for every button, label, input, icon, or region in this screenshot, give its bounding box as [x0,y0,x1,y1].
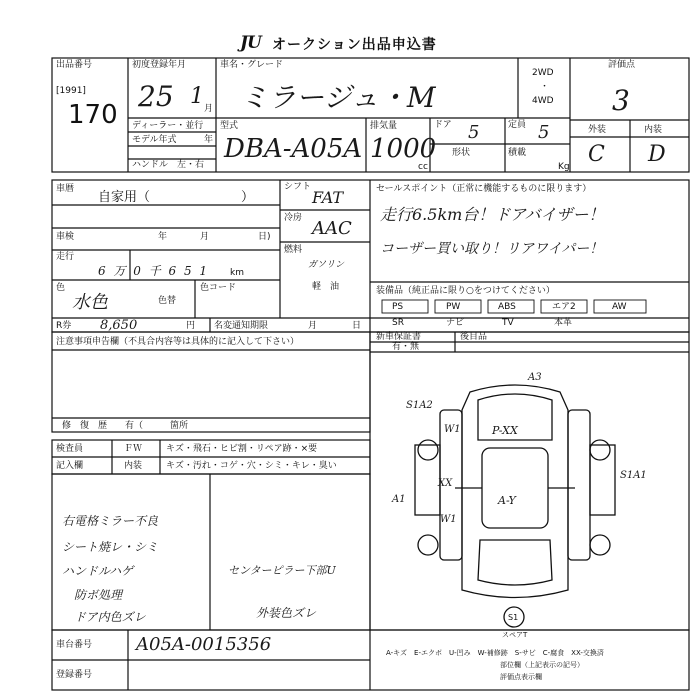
history-value: 自家用（ ） [98,190,255,205]
ju-logo: JU [240,33,261,53]
registration-month: 1 [190,84,204,109]
engine-unit: cc [418,162,428,172]
equipment-label: 装備品（純正品に限り○をつけてください） [376,286,555,296]
mark-s1a1: S1A1 [620,470,647,481]
equip-sr: SR [392,318,404,328]
form-title: オークション出品申込書 [272,37,437,53]
car-name-value: ミラージュ・M [240,81,436,114]
model-label: 型式 [220,121,239,131]
sales-point-line1: 走行6.5km台！ドアバイザー！ [380,205,605,224]
exterior-score: C [588,142,605,167]
exterior-label: 外装 [588,125,607,135]
engine-label: 排気量 [370,121,398,131]
interior-label: 内装 [644,125,663,135]
equip-pw: PW [446,302,461,312]
month-unit: 月 [204,104,214,114]
mileage-unit: km [230,268,244,278]
remark-5: ドア内色ズレ [74,610,146,624]
doors-label: ドア [434,120,452,130]
mileage-value: 6 万 0 千 6 5 1 [98,264,210,278]
lot-number: 170 [68,100,118,130]
color-value: 水色 [72,292,108,313]
lot-sub: [1991] [56,86,86,96]
remark-4: 防ボ処理 [74,588,123,602]
handle-label: ハンドル 左・右 [132,160,205,170]
lot-label: 出品番号 [56,60,93,70]
equip-air2: エア2 [552,302,576,312]
color-change-label: 色替 [158,296,177,306]
name-change-month: 月 [308,321,318,331]
notes-label: 注意事項申告欄（不具合内容等は具体的に記入して下さい） [56,337,300,347]
mark-w1-top: W1 [444,424,461,435]
shape-label: 形状 [452,148,471,158]
recycle-label: R券 [56,321,72,331]
drive-2wd: 2WD [532,68,554,78]
score-value: 3 [612,84,630,117]
color-label: 色 [56,283,66,293]
ac-value: AAC [312,218,352,239]
interior-check-label: 内装 [124,461,143,471]
load-label: 積載 [508,148,527,158]
chassis-value: A05A-0015356 [136,634,272,655]
model-year-label: モデル年式 [132,135,177,145]
spare-mark: S1 [508,613,519,622]
shift-label: シフト [284,182,312,192]
capacity-label: 定員 [508,120,527,130]
recycle-value: 8,650 [100,318,138,333]
registration-number-label: 登録番号 [56,670,93,680]
repair-history: 修 復 歴 有（ 箇所 [62,421,189,431]
fw-items: キズ・飛石・ヒビ割・リペア跡・×要 [166,444,318,454]
fw-label: ＦＷ [124,444,143,454]
interior-score: D [648,142,666,167]
spare-label: スペアT [502,631,528,639]
history-label: 車暦 [56,184,75,194]
legend-line2: 部位欄（上記表示の記号） [500,661,584,669]
remark-1: 右電格ミラー不良 [62,514,159,528]
chassis-label: 車台番号 [56,640,93,650]
remark-2: シート焼レ・シミ [62,540,159,554]
equip-tv: TV [502,318,514,328]
recycle-unit: 円 [186,321,196,331]
equip-abs: ABS [498,302,516,312]
sales-point-line2: コーザー買い取り！リアワイパー！ [380,241,604,257]
remark-right-1: センターピラー下部U [228,564,336,577]
mark-pxx: P-XX [492,424,518,437]
name-change-label: 名変通知期限 [214,321,269,331]
inspection-label: 車検 [56,232,75,242]
mark-s1a2: S1A2 [406,400,433,411]
legend-line1: A-キズ E-エクボ U-凹み W-補修跡 S-サビ C-腐食 XX-交換済 [386,649,604,657]
drive-dot: ・ [540,82,550,92]
color-code-label: 色コード [200,283,237,293]
score-label: 評価点 [608,60,636,70]
registration-year: 25 [138,80,174,113]
sales-point-label: セールスポイント（正常に機能するものに限ります） [376,184,592,194]
fuel-label: 燃料 [284,245,303,255]
name-change-day: 日 [352,321,362,331]
mileage-label: 走行 [56,252,75,262]
model-year-unit: 年 [204,135,214,145]
inspection-year: 年 [158,232,168,242]
mark-xx: XX [438,478,453,489]
equip-leather: 本革 [554,318,573,328]
legend-line3: 評価点表示欄 [500,673,542,681]
dealer-label: ディーラー・並行 [132,121,204,131]
equip-ps: PS [392,302,404,312]
remark-3: ハンドルハゲ [62,564,134,578]
warranty-label: 新車保証書 [376,332,422,342]
shift-value: FAT [312,188,344,207]
equip-navi: ナビ [446,318,465,328]
load-unit: Kg [558,162,570,172]
interior-items: キズ・汚れ・コゲ・穴・シミ・キレ・臭い [166,461,337,471]
drive-4wd: 4WD [532,96,554,106]
registration-label: 初度登録年月 [132,60,187,70]
engine-value: 1000 [370,134,437,164]
remark-right-2: 外装色ズレ [256,606,317,620]
mark-a3: A3 [528,372,542,383]
equip-aw: AW [612,302,627,312]
inspection-month: 月 [200,232,210,242]
mark-w1-bottom: W1 [440,514,457,525]
ac-label: 冷房 [284,213,303,223]
after-label: 後目品 [460,332,488,342]
inspection-day: 日) [258,232,271,242]
model-value: DBA-A05A [224,134,363,164]
entry-label: 記入欄 [56,461,84,471]
doors-value: 5 [468,122,480,143]
mark-a1: A1 [392,494,406,505]
checker-label: 検査員 [56,444,84,454]
warranty-value: 有・無 [392,342,420,352]
capacity-value: 5 [538,122,550,143]
mark-ayy: A-Y [498,494,516,507]
fuel-diesel: 軽 油 [312,282,340,292]
fuel-gas: ガソリン [308,260,345,270]
car-name-label: 車名・グレード [220,60,284,70]
